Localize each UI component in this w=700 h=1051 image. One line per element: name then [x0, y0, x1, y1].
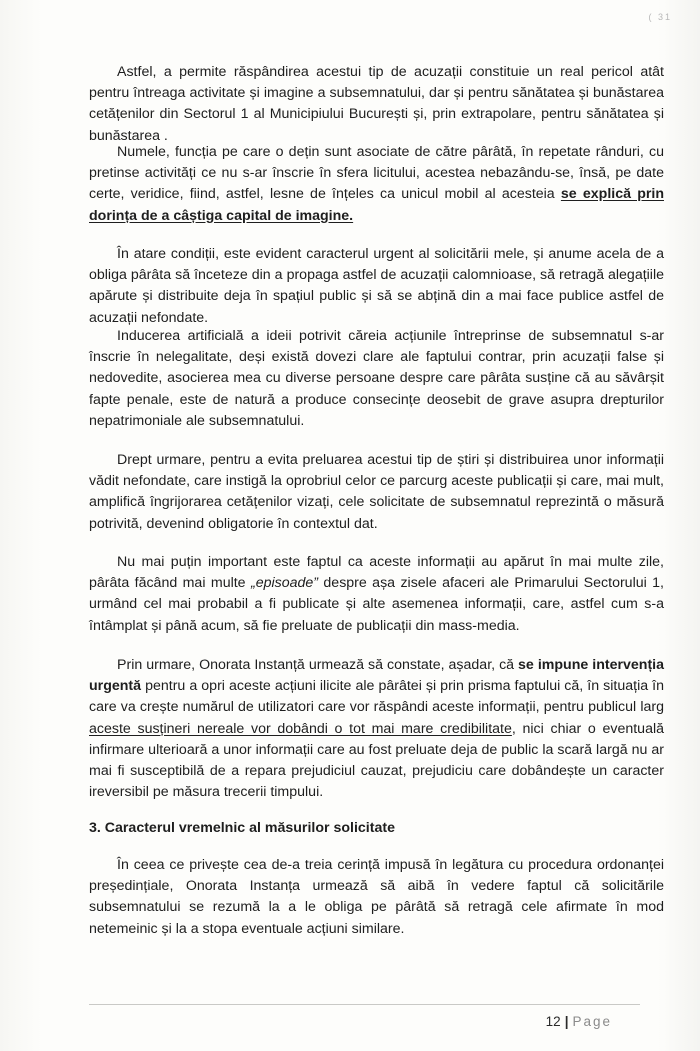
paragraph [89, 244, 664, 329]
text-run: , nici chiar o eventuală infirmare ulterioară a unor informații care au fost preluate deja de public la scară largă nu ar mai fi susceptibilă de a repara prejudiciul cauzat, prejudiciu care dobândește un caracter ireversibil pe măsura trecerii timpului. [89, 720, 665, 801]
paragraph [89, 552, 664, 637]
text-run: Prin urmare, Onorata Instanță urmează să constate, așadar, că [117, 657, 519, 673]
text-run: „episoade” [250, 575, 319, 592]
text-run: se impune intervenția urgentă [89, 657, 665, 695]
text-run: În ceea ce privește cea de-a treia cerință impusă în legătura cu procedura ordonanței președințiale, Onorata Instanța urmează să aibă în vedere faptul că solicitările subsemnatului se rezumă la a le obliga pe pârâtă să retragă cele afirmate în mod netemeinic și la a stopa eventuale acțiuni similare. [89, 857, 664, 937]
text-run: pentru a opri aceste acțiuni ilicite ale pârâtei și prin prisma faptului că, în situația în care va crește numărul de utilizatori care vor răspândi aceste informații, pentru publicul larg [89, 678, 664, 716]
paragraph [89, 326, 664, 432]
text-run: În atare condiții, este evident caracterul urgent al solicitării mele, și anume acela de a obliga pârâta să înceteze din a propaga astfel de acuzații calomnioase, să retragă alegațiile apărute și distribuite deja în spațiul public și să se abțină din a mai face publice astfel de acuzații nefondate. [89, 246, 664, 326]
paragraph [89, 142, 664, 227]
footer-separator: | [564, 1014, 569, 1029]
corner-mark: ( 31 [648, 12, 672, 22]
text-run: despre așa zisele afaceri ale Primarului Sectorului 1, urmând cel mai probabil a fi publicate și alte asemenea informații, care, astfel cum s-a întâmplat și până acum, să fie preluate de publicații din mass-media. [89, 575, 664, 634]
footer-divider [89, 1004, 640, 1005]
page-label: Page [572, 1014, 612, 1029]
section-heading: 3. Caracterul vremelnic al măsurilor solicitate [89, 820, 395, 836]
text-run: se explică prin dorința de a câștiga capital de imagine. [89, 186, 664, 224]
text-run: Nu mai puțin important este faptul ca aceste informații au apărut în mai multe zile, pârâta făcând mai multe [89, 554, 664, 592]
page-number: 12 [545, 1014, 561, 1029]
paragraph [89, 655, 664, 803]
paragraph [89, 62, 664, 147]
text-run: Inducerea artificială a ideii potrivit căreia acțiunile întreprinse de subsemnatul s-ar înscrie în nelegalitate, deși există dovezi clare ale faptului contrar, prin acuzații false și nedovedite, asocierea mea cu diverse persoane despre care pârâta susține că au săvârșit fapte penale, este de natură a produce consecințe deosebit de grave asupra drepturilor nepatrimoniale ale subsemnatului. [89, 328, 664, 429]
paragraph [89, 450, 664, 535]
text-run: Drept urmare, pentru a evita preluarea acestui tip de știri și distribuirea unor informații vădit nefondate, care instigă la oprobriul celor ce parcurg aceste publicații și care, mai mult, amplifică îngrijorarea cetățenilor vizați, cele solicitate de subsemnatul reprezintă o măsură potrivită, devenind obligatorie în contextul dat. [89, 452, 664, 532]
text-run: aceste susțineri nereale vor dobândi o tot mai mare credibilitate [89, 720, 512, 737]
page-footer [546, 1014, 612, 1029]
text-run: Numele, funcția pe care o dețin sunt asociate de către pârâtă, în repetate rânduri, cu pretinse activități ce nu s-ar înscrie în sfera licitului, acestea nebazându-se, însă, pe date certe, veridice, fiind, astfel, lesne de înțeles ca unicul mobil al acesteia [89, 144, 664, 203]
paragraph [89, 855, 664, 940]
text-run: Astfel, a permite răspândirea acestui tip de acuzații constituie un real pericol atât pentru întreaga activitate și imagine a subsemnatului, dar și pentru sănătatea și bunăstarea cetățenilor din Sectorul 1 al Municipiului București și, prin extrapolare, pentru sănătatea și bunăstarea . [89, 64, 664, 144]
